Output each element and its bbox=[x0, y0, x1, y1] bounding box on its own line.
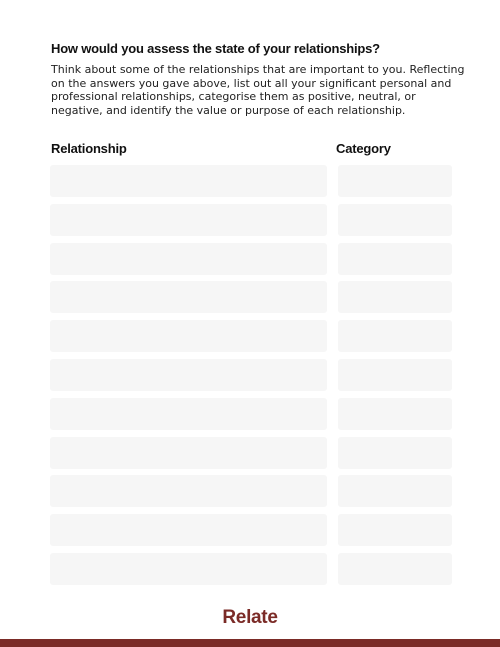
category-field[interactable] bbox=[338, 281, 452, 313]
table-row bbox=[50, 437, 452, 469]
table-row bbox=[50, 359, 452, 391]
table-row bbox=[50, 398, 452, 430]
category-field[interactable] bbox=[338, 437, 452, 469]
relationship-field[interactable] bbox=[50, 320, 327, 352]
relationship-field[interactable] bbox=[50, 553, 327, 585]
footer-bar bbox=[0, 639, 500, 647]
category-column-header: Category bbox=[336, 141, 391, 156]
intro-text: Think about some of the relationships that are important to you. Reflecting on the answers you gave above, list out all your significant personal and professional relationships, categorise them as positive, neutral, or negative, and identify the value or purpose of each relationship. bbox=[51, 63, 465, 117]
table-row bbox=[50, 514, 452, 546]
relationship-table bbox=[50, 165, 452, 592]
table-row bbox=[50, 204, 452, 236]
relationship-field[interactable] bbox=[50, 475, 327, 507]
category-field[interactable] bbox=[338, 398, 452, 430]
relationship-field[interactable] bbox=[50, 398, 327, 430]
table-row bbox=[50, 475, 452, 507]
category-field[interactable] bbox=[338, 204, 452, 236]
category-field[interactable] bbox=[338, 165, 452, 197]
relationship-field[interactable] bbox=[50, 281, 327, 313]
relationship-field[interactable] bbox=[50, 243, 327, 275]
table-row bbox=[50, 553, 452, 585]
relationship-field[interactable] bbox=[50, 165, 327, 197]
relationship-field[interactable] bbox=[50, 359, 327, 391]
question-heading: How would you assess the state of your relationships? bbox=[51, 41, 380, 56]
category-field[interactable] bbox=[338, 359, 452, 391]
relationship-column-header: Relationship bbox=[51, 141, 127, 156]
table-row bbox=[50, 165, 452, 197]
relationship-field[interactable] bbox=[50, 514, 327, 546]
table-row bbox=[50, 320, 452, 352]
relationship-field[interactable] bbox=[50, 437, 327, 469]
category-field[interactable] bbox=[338, 243, 452, 275]
category-field[interactable] bbox=[338, 514, 452, 546]
category-field[interactable] bbox=[338, 553, 452, 585]
category-field[interactable] bbox=[338, 320, 452, 352]
relationship-field[interactable] bbox=[50, 204, 327, 236]
category-field[interactable] bbox=[338, 475, 452, 507]
table-row bbox=[50, 243, 452, 275]
table-row bbox=[50, 281, 452, 313]
relate-logo: Relate bbox=[222, 607, 278, 628]
